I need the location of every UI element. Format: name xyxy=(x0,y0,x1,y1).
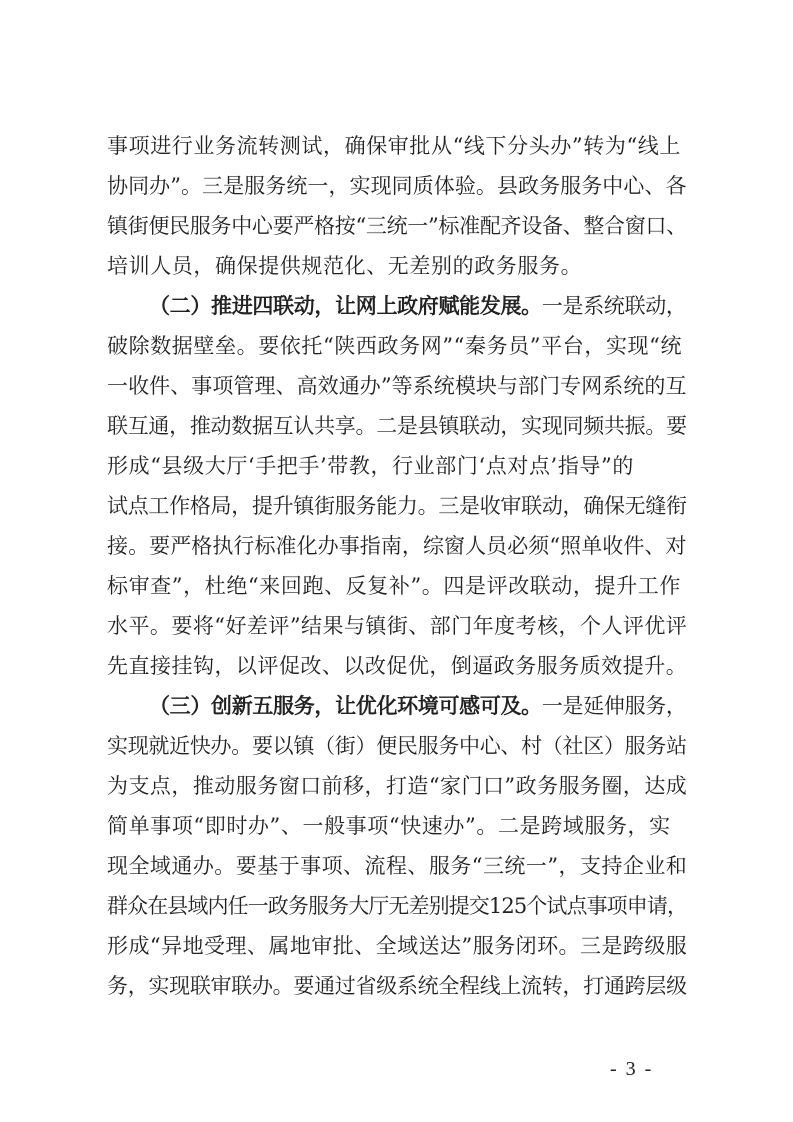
page-number: - 3 - xyxy=(610,1058,654,1080)
text-line: 水平。要将“好差评”结果与镇街、部门年度考核，个人评优评 xyxy=(107,614,688,638)
text-line: 群众在县域内任一政务服务大厅无差别提交125个试点事项申请， xyxy=(107,894,688,918)
text-line: 一收件、事项管理、高效通办”等系统模块与部门专网系统的互 xyxy=(107,374,687,398)
section-heading: （三）创新五服务，让优化环境可感可及。 xyxy=(149,693,542,718)
text-line: 简单事项“即时办”、一般事项“快速办”。二是跨域服务，实 xyxy=(107,814,671,838)
text-line: 培训人员，确保提供规范化、无差别的政务服务。 xyxy=(107,254,583,278)
text-line: 形成“异地受理、属地审批、全域送达”服务闭环。三是跨级服 xyxy=(107,934,688,958)
text-line: 联互通，推动数据互认共享。二是县镇联动，实现同频共振。要 xyxy=(107,414,687,438)
text-line: 实现就近快办。要以镇（街）便民服务中心、村（社区）服务站 xyxy=(107,734,687,758)
text-line: 协同办”。三是服务统一，实现同质体验。县政务服务中心、各 xyxy=(107,174,687,198)
text-line: 标审查”，杜绝“来回跑、反复补”。四是评改联动，提升工作 xyxy=(107,574,682,598)
text-line: 破除数据壁垒。要依托“陕西政务网”“秦务员”平台，实现“统 xyxy=(107,334,683,358)
text-line: 试点工作格局，提升镇街服务能力。三是收审联动，确保无缝衔 xyxy=(107,494,687,518)
section-heading-line: （三）创新五服务，让优化环境可感可及。一是延伸服务， xyxy=(149,693,687,718)
section-heading: （二）推进四联动，让网上政府赋能发展。 xyxy=(149,293,542,318)
body-text xyxy=(107,126,687,1006)
text-line: 形成“县级大厅‘手把手’带教，行业部门‘点对点’指导”的 xyxy=(107,454,634,478)
text-line: 先直接挂钩，以评促改、以改促优，倒逼政务服务质效提升。 xyxy=(107,654,688,678)
text-line: 务，实现联审联办。要通过省级系统全程线上流转，打通跨层级 xyxy=(107,974,687,998)
text-line: 事项进行业务流转测试，确保审批从“线下分头办”转为“线上 xyxy=(107,134,682,158)
text-line: 为支点，推动服务窗口前移，打造“家门口”政务服务圈，达成 xyxy=(107,774,688,798)
text-line: 现全域通办。要基于事项、流程、服务“三统一”，支持企业和 xyxy=(107,854,688,878)
text-line: 镇街便民服务中心要严格按“三统一”标准配齐设备、整合窗口、 xyxy=(107,214,687,238)
text-line: 接。要严格执行标准化办事指南，综窗人员必须“照单收件、对 xyxy=(107,534,687,558)
section-heading-line: （二）推进四联动，让网上政府赋能发展。一是系统联动， xyxy=(149,293,687,318)
